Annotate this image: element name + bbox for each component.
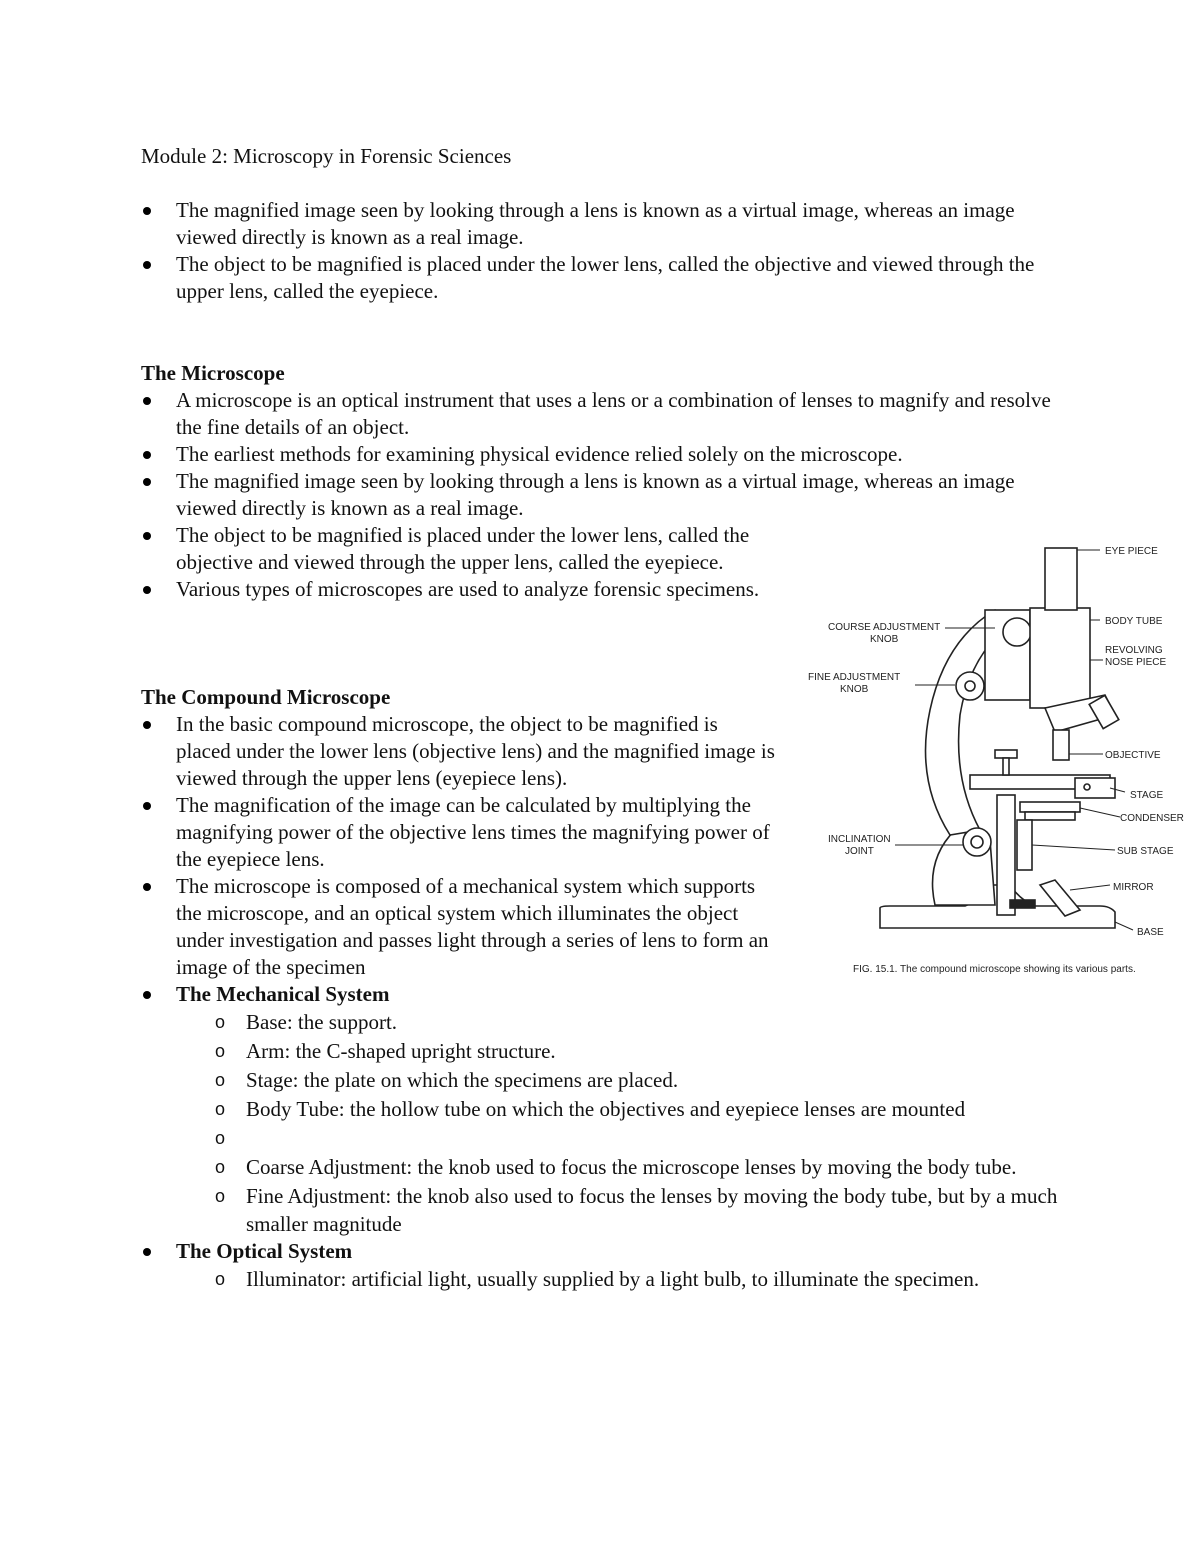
sub-stage-shape bbox=[1017, 820, 1032, 870]
list-item: The object to be magnified is placed under the lower lens, called the objective and viewed through the upper lens, called the eyepiece. bbox=[141, 522, 766, 576]
label-joint: JOINT bbox=[845, 846, 874, 857]
eyepiece-shape bbox=[1045, 548, 1077, 610]
list-item-optical-system bbox=[141, 1238, 1071, 1294]
sub-list-item bbox=[176, 1124, 1071, 1153]
sub-list-item: o Body Tube: the hollow tube on which the objectives and eyepiece lenses are mounted bbox=[176, 1095, 1071, 1124]
section-heading-compound: The Compound Microscope bbox=[141, 685, 391, 709]
coarse-adjustment-knob-shape bbox=[1003, 618, 1031, 646]
label-stage: STAGE bbox=[1130, 790, 1164, 801]
figure-caption: FIG. 15.1. The compound microscope showing its various parts. bbox=[853, 964, 1136, 975]
list-item: In the basic compound microscope, the object to be magnified is placed under the lower lens (objective lens) and the magnified image is viewed through the upper lens (eyepiece lens). bbox=[141, 711, 776, 792]
mechanical-sublist bbox=[176, 1008, 1071, 1238]
objective-shape bbox=[1053, 730, 1069, 760]
intro-list bbox=[141, 197, 1071, 305]
label-course-knob: KNOB bbox=[870, 634, 899, 645]
section-heading-microscope: The Microscope bbox=[141, 361, 285, 385]
list-item: A microscope is an optical instrument that uses a lens or a combination of lenses to magnify and resolve the fine details of an object. bbox=[141, 387, 1071, 441]
label-objective: OBJECTIVE bbox=[1105, 750, 1161, 761]
list-item: The magnified image seen by looking through a lens is known as a virtual image, whereas an image viewed directly is known as a real image. bbox=[141, 197, 1071, 251]
label-inclination: INCLINATION bbox=[828, 834, 891, 845]
label-condenser: CONDENSER bbox=[1120, 813, 1184, 824]
label-body-tube: BODY TUBE bbox=[1105, 616, 1163, 627]
condenser-shape bbox=[1020, 802, 1080, 812]
label-fine-adjustment: FINE ADJUSTMENT bbox=[808, 672, 901, 683]
list-item: The magnified image seen by looking through a lens is known as a virtual image, whereas an image viewed directly is known as a real image. bbox=[141, 468, 1071, 522]
microscope-figure bbox=[805, 540, 1190, 980]
label-sub-stage: SUB STAGE bbox=[1117, 846, 1174, 857]
label-base: BASE bbox=[1137, 927, 1164, 938]
sub-list-item: o Base: the support. bbox=[176, 1008, 1071, 1037]
list-item: Various types of microscopes are used to analyze forensic specimens. bbox=[141, 576, 766, 603]
list-item: The magnification of the image can be calculated by multiplying the magnifying power of the objective lens times the magnifying power of the eyepiece lens. bbox=[141, 792, 776, 873]
label-mirror: MIRROR bbox=[1113, 882, 1154, 893]
label-nose-piece: NOSE PIECE bbox=[1105, 657, 1167, 668]
substage-column-shape bbox=[997, 795, 1015, 915]
microscope-diagram bbox=[805, 540, 1190, 980]
subsection-heading-optical: The Optical System bbox=[176, 1239, 353, 1263]
list-item: The microscope is composed of a mechanical system which supports the microscope, and an optical system which illuminates the object under investigation and passes light through a series of lens to form an image of the specimen bbox=[141, 873, 776, 981]
list-item: The earliest methods for examining physical evidence relied solely on the microscope. bbox=[141, 441, 1071, 468]
label-course-adjustment: COURSE ADJUSTMENT bbox=[828, 622, 941, 633]
label-eye-piece: EYE PIECE bbox=[1105, 546, 1158, 557]
label-revolving: REVOLVING bbox=[1105, 645, 1163, 656]
subsection-heading-mechanical: The Mechanical System bbox=[176, 982, 390, 1006]
sub-list-item: o Stage: the plate on which the specimens are placed. bbox=[176, 1066, 1071, 1095]
sub-list-item: o Coarse Adjustment: the knob used to focus the microscope lenses by moving the body tube. bbox=[176, 1153, 1071, 1182]
optical-sublist bbox=[176, 1265, 1071, 1294]
sub-list-item: o Arm: the C-shaped upright structure. bbox=[176, 1037, 1071, 1066]
page-title: Module 2: Microscopy in Forensic Sciences bbox=[141, 144, 512, 168]
sub-list-item: o Fine Adjustment: the knob also used to focus the lenses by moving the body tube, but by a much smaller magnitude bbox=[176, 1182, 1071, 1238]
list-item-mechanical-system bbox=[141, 981, 1071, 1238]
list-item: The object to be magnified is placed under the lower lens, called the objective and viewed through the upper lens, called the eyepiece. bbox=[141, 251, 1071, 305]
sub-list-item: o Illuminator: artificial light, usually supplied by a light bulb, to illuminate the specimen. bbox=[176, 1265, 1071, 1294]
label-fine-knob: KNOB bbox=[840, 684, 869, 695]
body-tube-shape bbox=[1030, 608, 1090, 708]
